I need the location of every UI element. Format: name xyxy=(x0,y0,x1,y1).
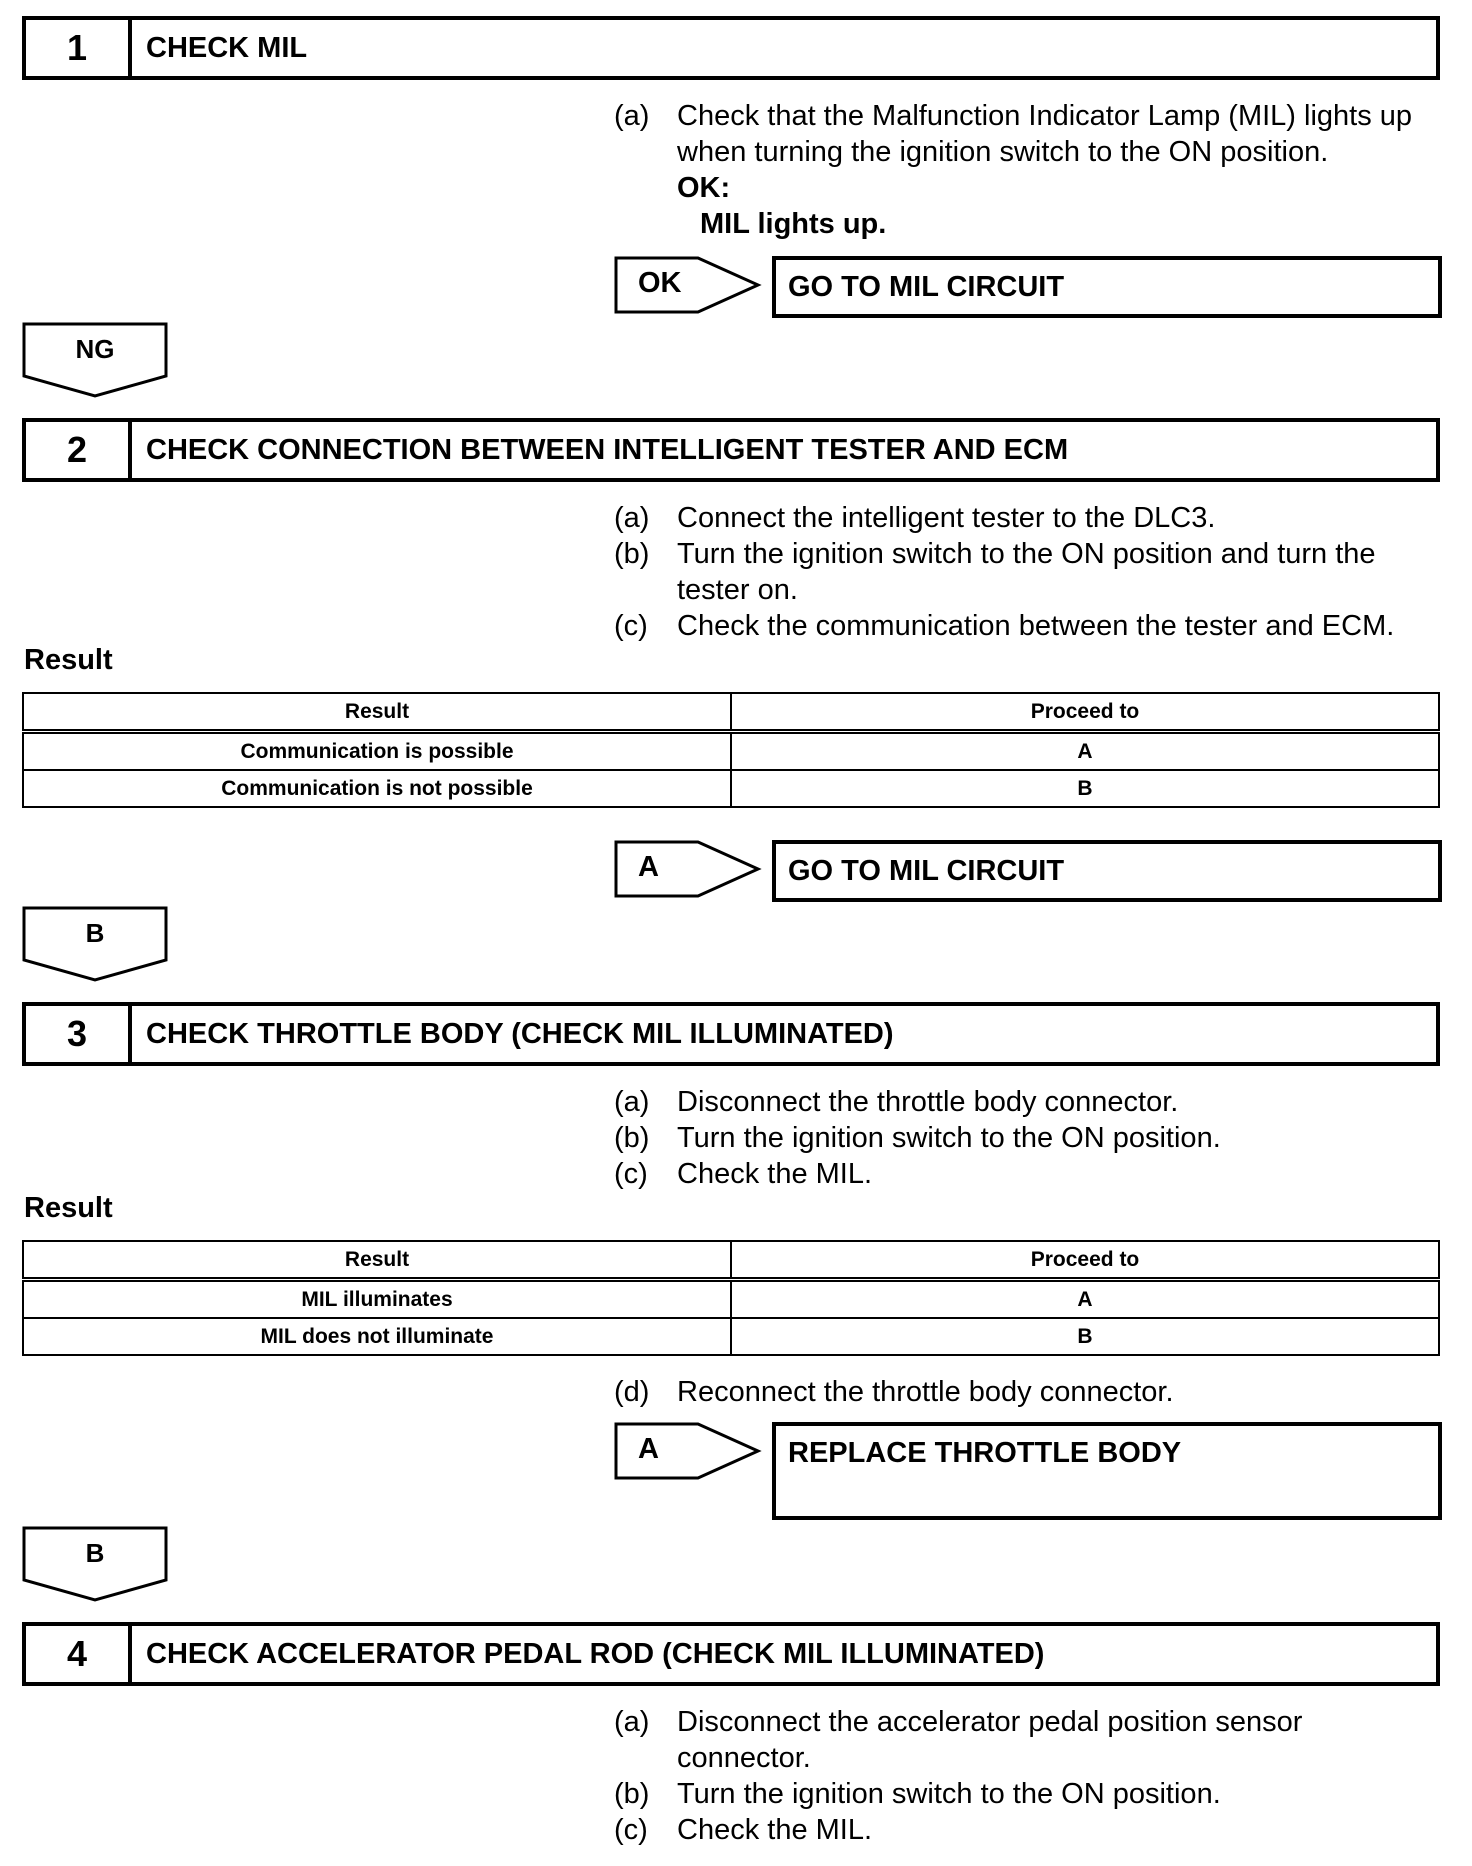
result-table xyxy=(22,692,1440,808)
branch-destination: REPLACE THROTTLE BODY xyxy=(772,1422,1442,1520)
instruction-item xyxy=(614,98,1440,170)
branch-tag-a xyxy=(614,840,762,898)
instruction-text: Check the MIL. xyxy=(677,1158,873,1190)
table-header-row xyxy=(23,1241,1439,1280)
step-title: CHECK CONNECTION BETWEEN INTELLIGENT TESTER AND ECM xyxy=(146,433,1069,466)
step-title: CHECK THROTTLE BODY (CHECK MIL ILLUMINATED) xyxy=(146,1017,894,1050)
column-header: Result xyxy=(23,1241,731,1280)
instruction-item xyxy=(614,1156,1440,1192)
instruction-item xyxy=(614,1704,1440,1776)
table-cell: A xyxy=(731,1280,1439,1319)
branch-tag-ok xyxy=(614,256,762,314)
instruction-text: Reconnect the throttle body connector. xyxy=(677,1376,1174,1408)
instruction-text: Turn the ignition switch to the ON position. xyxy=(677,1122,1221,1154)
ok-criteria-text: MIL lights up. xyxy=(700,208,887,240)
right-arrow-icon xyxy=(614,1422,762,1480)
table-cell: Communication is possible xyxy=(23,732,731,771)
next-step-label: NG xyxy=(75,333,115,364)
step-1-instructions xyxy=(614,98,1440,242)
next-step-tag xyxy=(22,1526,168,1602)
instruction-item xyxy=(614,1120,1440,1156)
table-row xyxy=(23,732,1439,771)
instruction-text: Connect the intelligent tester to the DLC3. xyxy=(677,502,1216,534)
table-cell: A xyxy=(731,732,1439,771)
step-title: CHECK MIL xyxy=(146,31,308,64)
instruction-label: (a) xyxy=(614,502,650,534)
step-2-header xyxy=(22,418,1440,482)
instruction-label: (b) xyxy=(614,1778,650,1810)
table-row xyxy=(23,1280,1439,1319)
step-4-instructions xyxy=(614,1704,1440,1848)
step-3-header xyxy=(22,1002,1440,1066)
table-header-row xyxy=(23,693,1439,732)
step-number: 3 xyxy=(26,1006,132,1062)
branch-destination: GO TO MIL CIRCUIT xyxy=(772,840,1442,902)
instruction-text: Check the communication between the tester and ECM. xyxy=(677,610,1395,642)
table-cell: Communication is not possible xyxy=(23,770,731,807)
result-heading: Result xyxy=(24,644,113,676)
branch-label: A xyxy=(638,1432,659,1465)
step-1-header xyxy=(22,16,1440,80)
step-title: CHECK ACCELERATOR PEDAL ROD (CHECK MIL ILLUMINATED) xyxy=(146,1637,1045,1670)
instruction-label: (a) xyxy=(614,1706,650,1738)
instruction-label: (c) xyxy=(614,610,648,642)
instruction-text: Turn the ignition switch to the ON position and turn the tester on. xyxy=(677,538,1376,606)
instruction-item xyxy=(614,1084,1440,1120)
step-2-instructions xyxy=(614,500,1440,644)
result-heading: Result xyxy=(24,1192,113,1224)
instruction-item xyxy=(614,500,1440,536)
table-cell: B xyxy=(731,1318,1439,1355)
instruction-item xyxy=(614,1776,1440,1812)
instruction-item xyxy=(614,536,1440,608)
result-table xyxy=(22,1240,1440,1356)
table-row xyxy=(23,770,1439,807)
ok-criteria-label: OK: xyxy=(677,172,731,204)
next-step-label: B xyxy=(85,1537,105,1568)
instruction-text: Disconnect the accelerator pedal position sensor connector. xyxy=(677,1706,1303,1774)
branch-label: OK xyxy=(638,266,682,299)
right-arrow-icon xyxy=(614,840,762,898)
table-cell: MIL does not illuminate xyxy=(23,1318,731,1355)
column-header: Proceed to xyxy=(731,1241,1439,1280)
next-step-tag xyxy=(22,322,168,398)
next-step-label: B xyxy=(85,917,105,948)
branch-label: A xyxy=(638,850,659,883)
step-number: 1 xyxy=(26,20,132,76)
step-3-post-instruction xyxy=(614,1374,1440,1410)
instruction-item xyxy=(614,1374,1440,1410)
instruction-label: (d) xyxy=(614,1376,650,1408)
instruction-label: (b) xyxy=(614,538,650,570)
table-row xyxy=(23,1318,1439,1355)
step-3-instructions xyxy=(614,1084,1440,1192)
instruction-text: Check the MIL. xyxy=(677,1814,873,1846)
table-cell: MIL illuminates xyxy=(23,1280,731,1319)
instruction-label: (b) xyxy=(614,1122,650,1154)
table-cell: B xyxy=(731,770,1439,807)
step-4-header xyxy=(22,1622,1440,1686)
branch-tag-a xyxy=(614,1422,762,1480)
instruction-text: Turn the ignition switch to the ON position. xyxy=(677,1778,1221,1810)
instruction-text: Disconnect the throttle body connector. xyxy=(677,1086,1179,1118)
column-header: Proceed to xyxy=(731,693,1439,732)
instruction-label: (a) xyxy=(614,100,650,132)
instruction-label: (a) xyxy=(614,1086,650,1118)
step-number: 4 xyxy=(26,1626,132,1682)
next-step-tag xyxy=(22,906,168,982)
instruction-item xyxy=(614,1812,1440,1848)
instruction-label: (c) xyxy=(614,1814,648,1846)
instruction-text: Check that the Malfunction Indicator Lamp (MIL) lights up when turning the ignition switch to the ON position. xyxy=(677,100,1413,168)
column-header: Result xyxy=(23,693,731,732)
instruction-item xyxy=(614,608,1440,644)
branch-destination: GO TO MIL CIRCUIT xyxy=(772,256,1442,318)
right-arrow-icon xyxy=(614,256,762,314)
instruction-label: (c) xyxy=(614,1158,648,1190)
step-number: 2 xyxy=(26,422,132,478)
